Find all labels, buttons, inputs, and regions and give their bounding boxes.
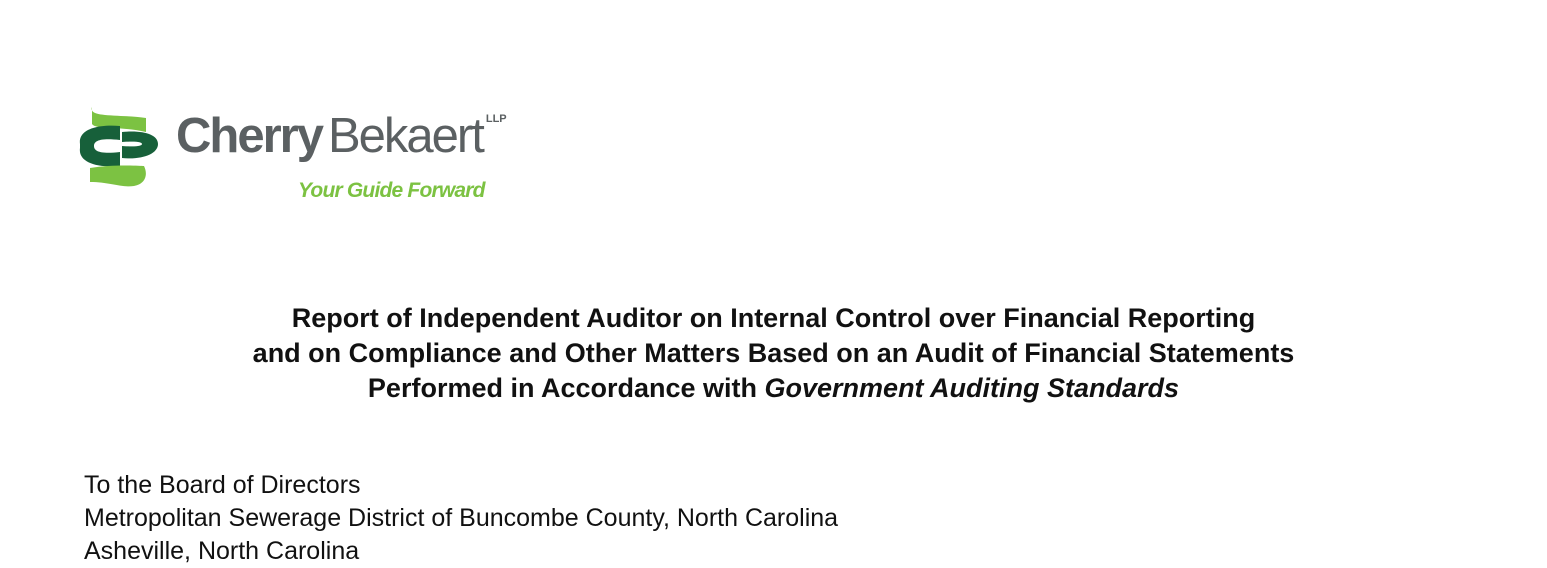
addressee-line-1: To the Board of Directors (84, 471, 361, 499)
cherry-bekaert-logo-icon (76, 104, 160, 188)
firm-name-suffix: LLP (485, 113, 507, 125)
report-title-line-3 (0, 371, 1547, 406)
firm-name-part2: Bekaert (327, 109, 483, 163)
firm-tagline: Your Guide Forward (298, 179, 485, 202)
addressee-line-3: Asheville, North Carolina (84, 537, 360, 565)
report-title-line-3-italic: Government Auditing Standards (764, 373, 1180, 403)
firm-name (176, 109, 507, 163)
report-title-line-3-prefix: Performed in Accordance with (367, 373, 765, 403)
report-title-line-2: and on Compliance and Other Matters Based on an Audit of Financial Statements (252, 338, 1295, 368)
firm-logo (76, 100, 536, 210)
report-title-line-1: Report of Independent Auditor on Internal Control over Financial Reporting (291, 303, 1256, 333)
report-title (0, 301, 1547, 406)
firm-name-part1: Cherry (176, 109, 322, 163)
addressee-line-2: Metropolitan Sewerage District of Buncombe County, North Carolina (84, 504, 839, 532)
addressee-block (84, 469, 838, 568)
